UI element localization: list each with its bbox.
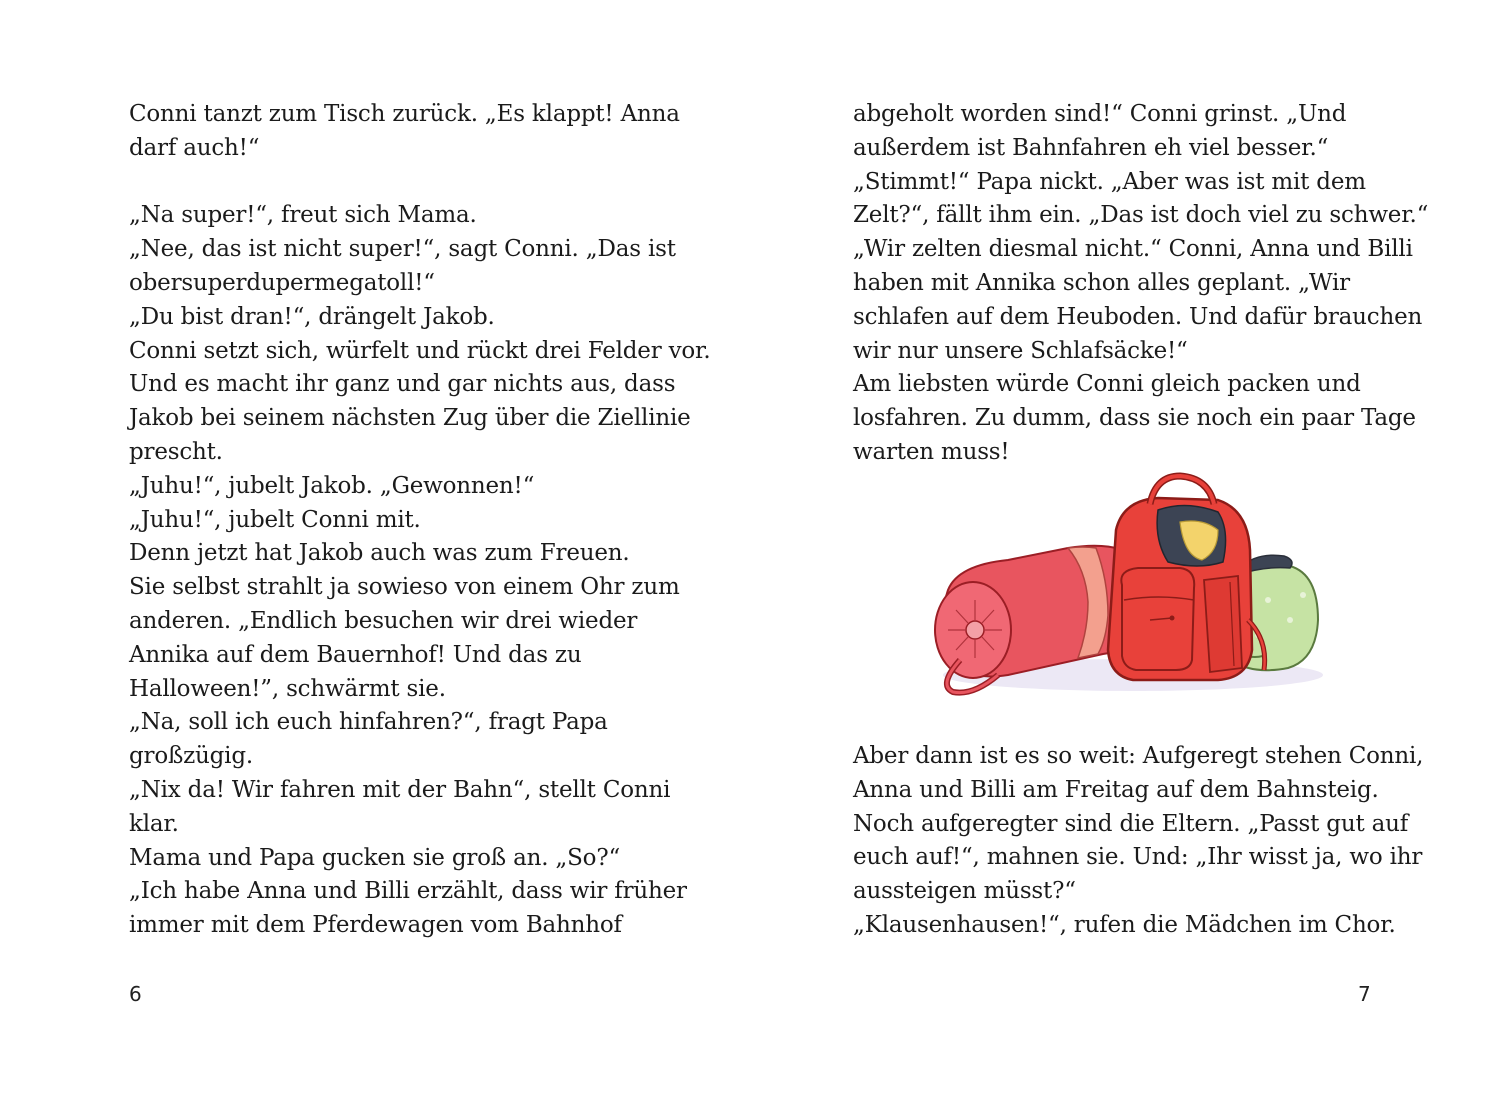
- text-line: „Stimmt!“ Papa nickt. „Aber was ist mit dem: [853, 168, 1366, 195]
- text-line: Anna und Billi am Freitag auf dem Bahnsteig.: [853, 776, 1379, 803]
- text-line: haben mit Annika schon alles geplant. „Wir: [853, 269, 1350, 296]
- text-line: „Nix da! Wir fahren mit der Bahn“, stellt Conni: [129, 776, 671, 803]
- illustration-svg: [918, 470, 1338, 710]
- text-line: Sie selbst strahlt ja sowieso von einem Ohr zum: [129, 574, 680, 601]
- right-page-text-bottom: [853, 740, 1423, 943]
- text-line: „Na, soll ich euch hinfahren?“, fragt Papa: [129, 709, 608, 736]
- text-line: Am liebsten würde Conni gleich packen und: [853, 371, 1361, 398]
- text-line: außerdem ist Bahnfahren eh viel besser.“: [853, 134, 1329, 161]
- text-line: warten muss!: [853, 438, 1010, 465]
- left-page-text: [129, 98, 710, 943]
- text-line: Denn jetzt hat Jakob auch was zum Freuen.: [129, 540, 630, 567]
- text-line: „Du bist dran!“, drängelt Jakob.: [129, 303, 495, 330]
- text-line: klar.: [129, 810, 179, 837]
- text-line: darf auch!“: [129, 134, 260, 161]
- red-backpack: [1108, 476, 1265, 680]
- text-line: schlafen auf dem Heuboden. Und dafür brauchen: [853, 303, 1423, 330]
- page-number-left: 6: [129, 982, 142, 1006]
- right-page: [750, 0, 1500, 1112]
- text-line: abgeholt worden sind!“ Conni grinst. „Und: [853, 101, 1347, 127]
- text-line: „Juhu!“, jubelt Conni mit.: [129, 506, 421, 533]
- text-line: losfahren. Zu dumm, dass sie noch ein paar Tage: [853, 405, 1416, 432]
- text-line: Aber dann ist es so weit: Aufgeregt stehen Conni,: [853, 743, 1424, 769]
- paragraph-gap: [129, 166, 710, 200]
- text-line: „Nee, das ist nicht super!“, sagt Conni. „Das ist: [129, 236, 676, 263]
- right-page-text-top: [853, 98, 1428, 470]
- text-line: wir nur unsere Schlafsäcke!“: [853, 337, 1188, 364]
- text-line: prescht.: [129, 438, 223, 465]
- text-line: Zelt?“, fällt ihm ein. „Das ist doch viel zu schwer.“: [853, 202, 1429, 229]
- text-line: „Klausenhausen!“, rufen die Mädchen im Chor.: [853, 911, 1396, 938]
- text-line: „Ich habe Anna und Billi erzählt, dass wir früher: [129, 878, 687, 905]
- text-line: „Na super!“, freut sich Mama.: [129, 202, 477, 229]
- illustration-sleeping-bag-backpack: [918, 470, 1338, 710]
- text-line: obersuperdupermegatoll!“: [129, 269, 435, 296]
- text-line: Conni setzt sich, würfelt und rückt drei Felder vor.: [129, 337, 711, 364]
- page-number-right: 7: [1358, 982, 1371, 1006]
- text-line: „Wir zelten diesmal nicht.“ Conni, Anna und Billi: [853, 236, 1413, 263]
- text-line: immer mit dem Pferdewagen vom Bahnhof: [129, 912, 622, 939]
- text-line: „Juhu!“, jubelt Jakob. „Gewonnen!“: [129, 472, 535, 499]
- text-line: anderen. „Endlich besuchen wir drei wieder: [129, 607, 638, 634]
- text-line: Und es macht ihr ganz und gar nichts aus, dass: [129, 371, 676, 398]
- text-line: aussteigen müsst?“: [853, 878, 1076, 905]
- text-line: Noch aufgeregter sind die Eltern. „Passt gut auf: [853, 810, 1409, 837]
- text-line: großzügig.: [129, 743, 253, 770]
- text-line: euch auf!“, mahnen sie. Und: „Ihr wisst ja, wo ihr: [853, 844, 1423, 871]
- text-line: Annika auf dem Bauernhof! Und das zu: [129, 641, 582, 668]
- text-line: Mama und Papa gucken sie groß an. „So?“: [129, 844, 621, 871]
- text-line: Conni tanzt zum Tisch zurück. „Es klappt! Anna: [129, 101, 680, 127]
- text-line: Jakob bei seinem nächsten Zug über die Ziellinie: [129, 405, 691, 432]
- text-line: Halloween!”, schwärmt sie.: [129, 675, 446, 702]
